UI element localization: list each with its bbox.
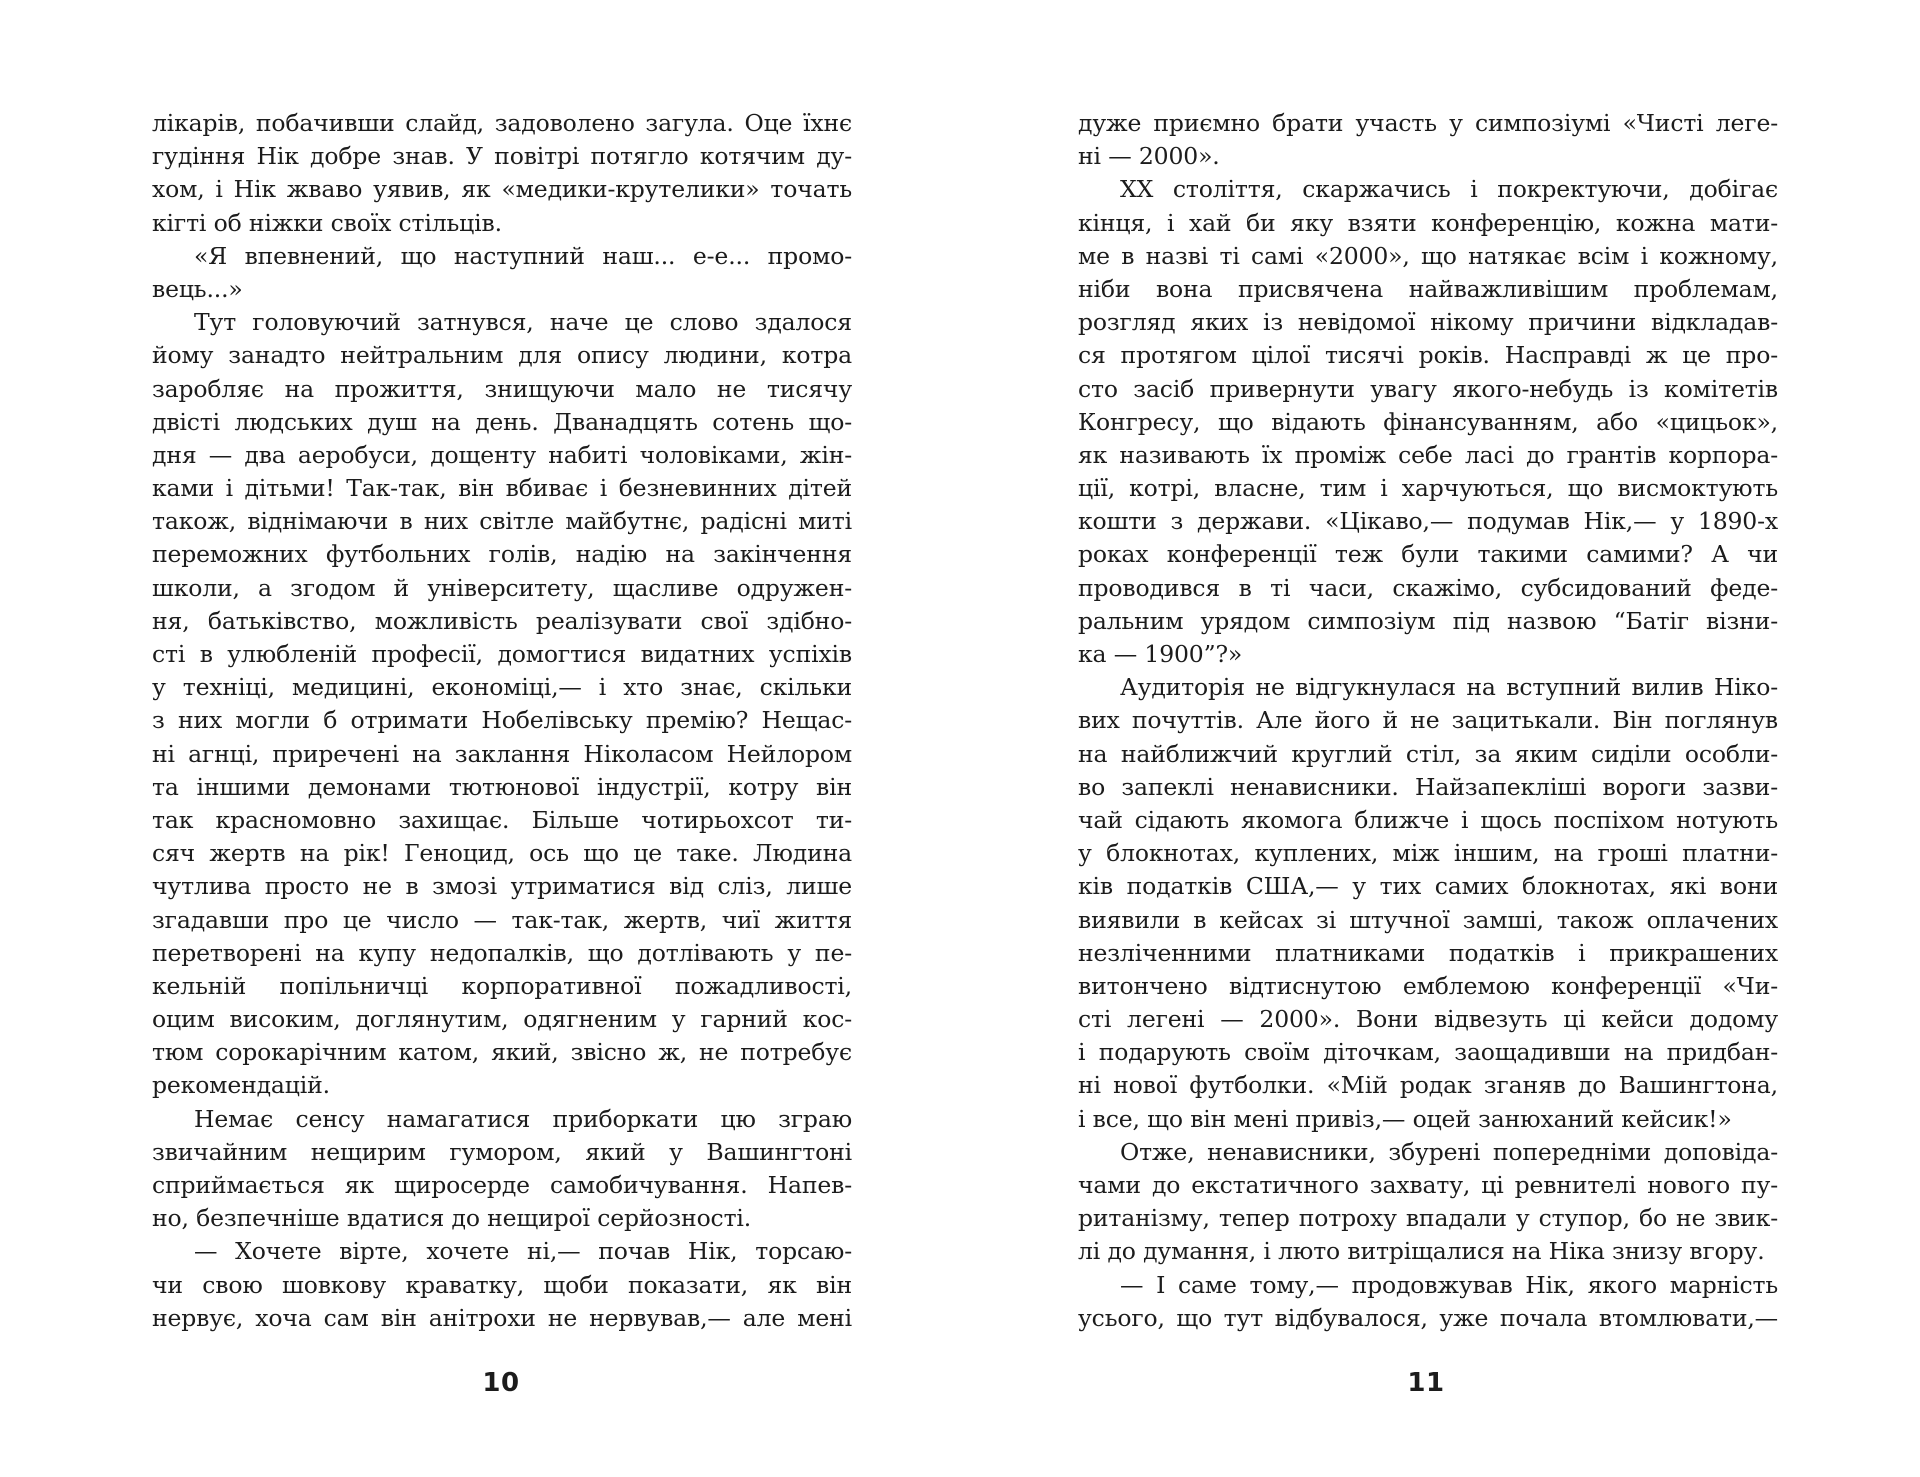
- text-line: дуже приємно брати участь у симпозіумі «Чисті леге-: [1078, 109, 1778, 137]
- text-line: ніби вона присвячена найважливішим проблемам,: [1078, 274, 1778, 303]
- text-line: — Хочете вірте, хочете ні,— почав Нік, торсаю-: [194, 1237, 852, 1266]
- text-line: хом, і Нік жваво уявив, як «медики-крутелики» точать: [152, 175, 852, 204]
- text-line: но, безпечніше вдатися до нещирої серйозності.: [152, 1204, 752, 1233]
- text-line: ся протягом цілої тисячі років. Насправді ж це про-: [1078, 341, 1778, 370]
- left-page-text: [152, 107, 852, 1335]
- text-line: ка — 1900”?»: [1078, 640, 1243, 668]
- text-line: двісті людських душ на день. Дванадцять сотень що-: [152, 407, 852, 436]
- text-line: ні агнці, приречені на заклання Ніколасом Нейлором: [152, 739, 852, 768]
- text-line: усього, що тут відбувалося, уже почала втомлювати,—: [1078, 1303, 1778, 1332]
- paragraph: [152, 1235, 852, 1335]
- text-line: чами до екстатичного захвату, ці ревнителі нового пу-: [1078, 1171, 1778, 1199]
- paragraph: [152, 1103, 852, 1236]
- text-line: кошти з держави. «Цікаво,— подумав Нік,— у 1890-х: [1078, 507, 1778, 536]
- text-line: дня — два аеробуси, дощенту набиті чоловіками, жін-: [152, 440, 852, 469]
- text-line: звичайним нещирим гумором, який у Вашингтоні: [152, 1137, 852, 1166]
- paragraph: [1078, 107, 1778, 173]
- paragraph: [1078, 671, 1778, 1136]
- page-number-right: 11: [1407, 1368, 1445, 1398]
- text-line: сті легені — 2000». Вони відвезуть ці кейси додому: [1078, 1005, 1778, 1034]
- text-line: — І саме тому,— продовжував Нік, якого марність: [1120, 1270, 1778, 1299]
- text-line: і подарують своїм діточкам, заощадивши на придбан-: [1078, 1038, 1778, 1067]
- text-line: роках конференції теж були такими самими? А чи: [1078, 540, 1778, 569]
- text-line: «Я впевнений, що наступний наш... е-е... промо-: [194, 241, 852, 270]
- text-line: тюм сорокарічним катом, який, звісно ж, не потребує: [152, 1038, 852, 1067]
- text-line: переможних футбольних голів, надію на закінчення: [152, 540, 852, 569]
- text-line: так красномовно захищає. Більше чотирьохсот ти-: [152, 805, 852, 834]
- text-line: ХХ століття, скаржачись і покректуючи, добігає: [1120, 175, 1778, 204]
- page-number-left: 10: [482, 1368, 520, 1398]
- text-line: виявили в кейсах зі штучної замші, також оплачених: [1078, 905, 1778, 934]
- text-line: гудіння Нік добре знав. У повітрі потягло котячим ду-: [152, 142, 852, 171]
- text-line: чай сідають якомога ближче і щось поспіхом нотують: [1078, 805, 1778, 834]
- text-line: розгляд яких із невідомої нікому причини відкладав-: [1078, 308, 1778, 337]
- right-page-text: [1078, 107, 1778, 1335]
- text-line: Немає сенсу намагатися приборкати цю зграю: [194, 1104, 852, 1133]
- text-line: во запеклі ненависники. Найзапекліші вороги зазви-: [1078, 772, 1778, 801]
- text-line: ні нової футболки. «Мій родак зганяв до Вашингтона,: [1078, 1071, 1778, 1100]
- text-line: також, віднімаючи в них світле майбутнє, радісні миті: [152, 507, 852, 536]
- text-line: чутлива просто не в змозі утриматися від сліз, лише: [152, 872, 852, 901]
- text-line: з них могли б отримати Нобелівську премію? Нещас-: [152, 706, 852, 735]
- text-line: Отже, ненависники, збурені попередніми доповіда-: [1120, 1137, 1778, 1166]
- text-line: ції, котрі, власне, тим і харчуються, що висмоктують: [1078, 474, 1778, 503]
- paragraph: [152, 306, 852, 1103]
- text-line: і все, що він мені привіз,— оцей занюханий кейсик!»: [1078, 1104, 1732, 1133]
- text-line: сприймається як щиросерде самобичування. Напев-: [152, 1171, 852, 1199]
- paragraph: [1078, 1269, 1778, 1335]
- text-line: ня, батьківство, можливість реалізувати свої здібно-: [152, 606, 852, 635]
- text-line: рекомендацій.: [152, 1071, 330, 1100]
- text-line: сті в улюбленій професії, домогтися видатних успіхів: [152, 640, 852, 668]
- text-line: йому занадто нейтральним для опису людини, котра: [152, 341, 852, 370]
- text-line: лікарів, побачивши слайд, задоволено загула. Оце їхнє: [152, 109, 852, 137]
- text-line: вих почуттів. Але його й не зацитькали. Він поглянув: [1078, 706, 1778, 735]
- text-line: ками і дітьми! Так-так, він вбиває і безневинних дітей: [152, 474, 852, 503]
- paragraph: [1078, 173, 1778, 671]
- text-line: лі до думання, і люто витріщалися на Ніка знизу вгору.: [1078, 1237, 1765, 1266]
- text-line: ків податків США,— у тих самих блокнотах, які вони: [1078, 872, 1778, 901]
- text-line: у блокнотах, куплених, між іншим, на гроші платни-: [1078, 839, 1778, 868]
- text-line: школи, а згодом й університету, щасливе одружен-: [152, 573, 852, 602]
- text-line: та іншими демонами тютюнової індустрії, котру він: [152, 772, 852, 801]
- paragraph: [152, 240, 852, 306]
- text-line: у техніці, медицині, економіці,— і хто знає, скільки: [152, 673, 852, 702]
- text-line: Конгресу, що відають фінансуванням, або «цицьок»,: [1078, 407, 1778, 436]
- text-line: ральним урядом симпозіум під назвою “Батіг візни-: [1078, 606, 1778, 635]
- text-line: як називають їх проміж себе ласі до грантів корпора-: [1078, 440, 1778, 469]
- text-line: ританізму, тепер потроху впадали у ступор, бо не звик-: [1078, 1204, 1778, 1233]
- text-line: сто засіб привернути увагу якого-небудь із комітетів: [1078, 374, 1778, 403]
- text-line: проводився в ті часи, скажімо, субсидований феде-: [1078, 573, 1778, 602]
- text-line: витончено відтиснутою емблемою конференції «Чи-: [1078, 971, 1778, 1000]
- text-line: згадавши про це число — так-так, жертв, чиї життя: [152, 905, 852, 934]
- text-line: сяч жертв на рік! Геноцид, ось що це таке. Людина: [152, 839, 852, 868]
- text-line: кінця, і хай би яку взяти конференцію, кожна мати-: [1078, 208, 1778, 237]
- text-line: нервує, хоча сам він анітрохи не нервував,— але мені: [152, 1303, 852, 1332]
- text-line: кельній попільничці корпоративної пожадливості,: [152, 971, 852, 1000]
- text-line: ні — 2000».: [1078, 142, 1220, 171]
- text-line: Тут головуючий затнувся, наче це слово здалося: [194, 308, 852, 337]
- paragraph: [152, 107, 852, 240]
- text-line: незліченними платниками податків і прикрашених: [1078, 938, 1778, 967]
- text-line: перетворені на купу недопалків, що дотлівають у пе-: [152, 938, 852, 967]
- text-line: кігті об ніжки своїх стільців.: [152, 208, 502, 237]
- text-line: Аудиторія не відгукнулася на вступний вилив Ніко-: [1120, 673, 1778, 702]
- paragraph: [1078, 1136, 1778, 1269]
- text-line: заробляє на прожиття, знищуючи мало не тисячу: [152, 374, 852, 403]
- text-line: оцим високим, доглянутим, одягненим у гарний кос-: [152, 1005, 852, 1034]
- text-line: чи свою шовкову краватку, щоби показати, як він: [152, 1270, 852, 1299]
- text-line: ме в назві ті самі «2000», що натякає всім і кожному,: [1078, 241, 1778, 270]
- text-line: на найближчий круглий стіл, за яким сиділи особли-: [1078, 739, 1778, 768]
- text-line: вець...»: [152, 274, 243, 303]
